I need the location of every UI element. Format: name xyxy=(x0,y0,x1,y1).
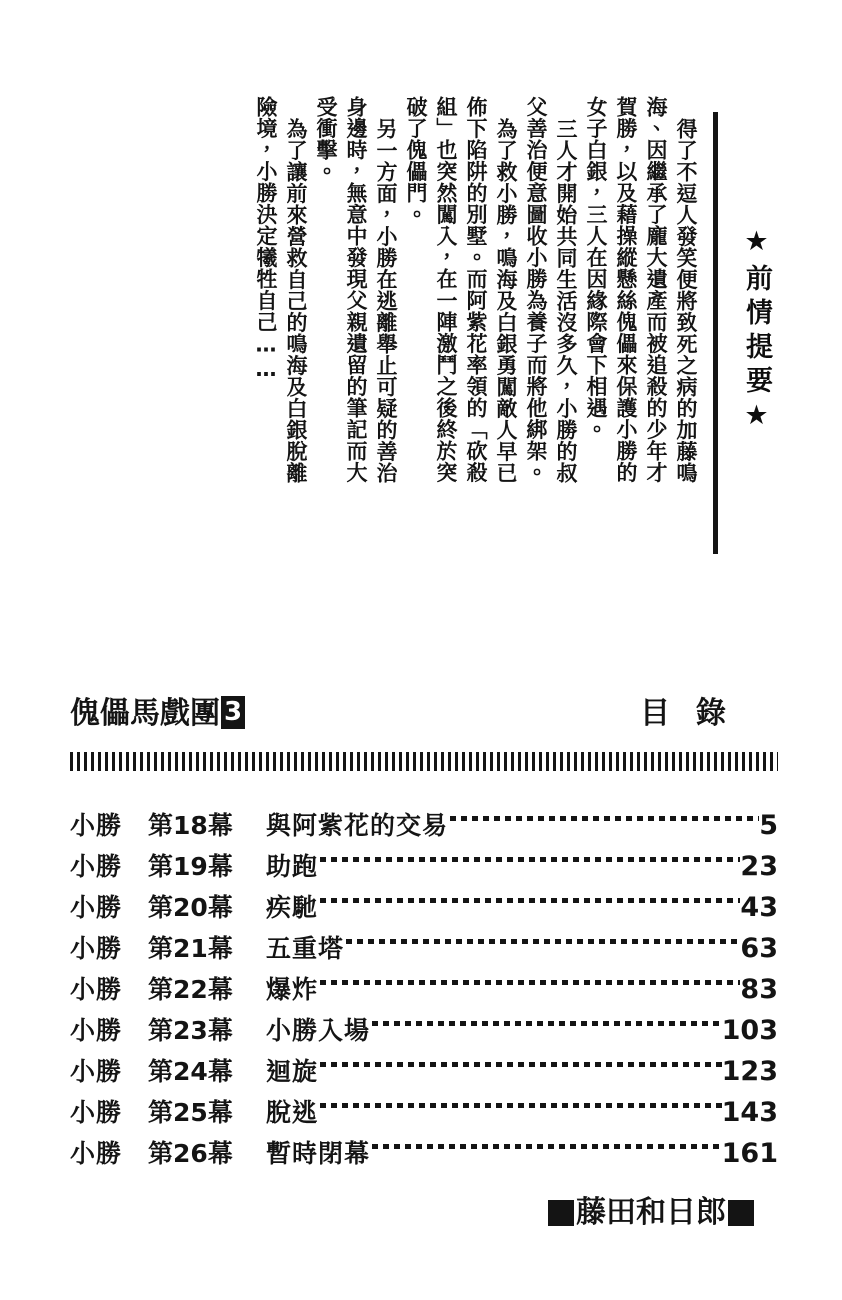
synopsis-column: 受衝擊。 xyxy=(314,96,338,182)
toc-page-number: 143 xyxy=(721,1097,778,1128)
toc-character: 小勝 xyxy=(70,975,123,1004)
volume-badge: 3 xyxy=(221,696,245,729)
toc-title-bar xyxy=(70,690,778,742)
synopsis-column: 組」也突然闖入，在一陣激鬥之後終於突 xyxy=(434,96,458,483)
toc-leader-dots xyxy=(320,957,740,998)
synopsis-column: 父善治便意圖收小勝為養子而將他綁架。 xyxy=(524,96,548,483)
toc-title: 迴旋 xyxy=(266,1057,319,1086)
toc-page-number: 5 xyxy=(759,810,778,841)
toc-character: 小勝 xyxy=(70,1139,123,1168)
toc-leader-dots xyxy=(320,1039,722,1080)
toc-leader-dots xyxy=(320,1080,722,1121)
toc-chapter: 第22幕 xyxy=(148,975,233,1004)
toc-leader-dots xyxy=(372,998,722,1039)
toc-page-number: 161 xyxy=(721,1138,778,1169)
synopsis-column: 三人才開始共同生活沒多久，小勝的叔 xyxy=(554,118,578,484)
toc-title: 爆炸 xyxy=(266,975,319,1004)
hatched-divider xyxy=(70,752,778,771)
toc-title: 脫逃 xyxy=(266,1098,319,1127)
toc-title: 小勝入場 xyxy=(266,1016,371,1045)
toc-chapter: 第20幕 xyxy=(148,893,233,922)
toc-character: 小勝 xyxy=(70,893,123,922)
synopsis-heading: ★前情提要★ xyxy=(741,226,772,438)
black-square-right-icon xyxy=(728,1200,754,1226)
synopsis-column: 破了傀儡門。 xyxy=(404,96,428,225)
toc-title: 暫時閉幕 xyxy=(266,1139,371,1168)
toc-chapter: 第19幕 xyxy=(148,852,233,881)
toc-character: 小勝 xyxy=(70,852,123,881)
synopsis-column: 險境，小勝決定犧牲自己…… xyxy=(254,96,278,382)
synopsis-column: 女子白銀，三人在因緣際會下相遇。 xyxy=(584,96,608,440)
synopsis-column: 為了讓前來營救自己的鳴海及白銀脫離 xyxy=(284,118,308,484)
toc-chapter: 第26幕 xyxy=(148,1139,233,1168)
toc-title: 五重塔 xyxy=(266,934,345,963)
toc-chapter: 第18幕 xyxy=(148,811,233,840)
synopsis-column: 海、因繼承了龐大遺產而被追殺的少年才 xyxy=(644,96,668,483)
toc-chapter: 第25幕 xyxy=(148,1098,233,1127)
toc-leader-dots xyxy=(320,834,740,875)
book-title xyxy=(70,690,245,738)
synopsis-column: 佈下陷阱的別墅。而阿紫花率領的「砍殺 xyxy=(464,96,488,483)
toc-character: 小勝 xyxy=(70,1098,123,1127)
toc-leader-dots xyxy=(320,875,740,916)
synopsis-section xyxy=(70,96,770,596)
toc-title: 與阿紫花的交易 xyxy=(266,811,449,840)
toc-page-number: 63 xyxy=(740,933,778,964)
toc-leader-dots xyxy=(372,1121,722,1162)
toc-character: 小勝 xyxy=(70,1016,123,1045)
toc-page-number: 103 xyxy=(721,1015,778,1046)
synopsis-column: 身邊時，無意中發現父親遺留的筆記而大 xyxy=(344,96,368,483)
synopsis-column-track xyxy=(250,96,770,596)
synopsis-column: 得了不逗人發笑便將致死之病的加藤鳴 xyxy=(674,118,698,484)
table-of-contents xyxy=(0,690,842,1169)
toc-page-number: 43 xyxy=(740,892,778,923)
toc-label: 目錄 xyxy=(640,696,752,731)
toc-entry-list xyxy=(70,793,778,1169)
toc-character: 小勝 xyxy=(70,934,123,963)
toc-chapter: 第24幕 xyxy=(148,1057,233,1086)
author-name: 藤田和日郎 xyxy=(576,1195,726,1230)
author-signature xyxy=(548,1196,754,1230)
black-square-left-icon xyxy=(548,1200,574,1226)
toc-chapter: 第21幕 xyxy=(148,934,233,963)
toc-page-number: 23 xyxy=(740,851,778,882)
book-title-text: 傀儡馬戲團 xyxy=(70,696,220,731)
toc-chapter: 第23幕 xyxy=(148,1016,233,1045)
toc-character: 小勝 xyxy=(70,1057,123,1086)
toc-page-number: 83 xyxy=(740,974,778,1005)
toc-character: 小勝 xyxy=(70,811,123,840)
toc-title: 疾馳 xyxy=(266,893,319,922)
synopsis-column: 賀勝，以及藉操縱懸絲傀儡來保護小勝的 xyxy=(614,96,638,483)
synopsis-vertical-rule xyxy=(700,96,730,596)
synopsis-column: 另一方面，小勝在逃離舉止可疑的善治 xyxy=(374,118,398,484)
toc-title: 助跑 xyxy=(266,852,319,881)
toc-leader-dots xyxy=(346,916,740,957)
toc-row[interactable] xyxy=(70,793,778,841)
synopsis-column: 為了救小勝，鳴海及白銀勇闖敵人早已 xyxy=(494,118,518,484)
toc-page-number: 123 xyxy=(721,1056,778,1087)
toc-leader-dots xyxy=(450,793,759,834)
